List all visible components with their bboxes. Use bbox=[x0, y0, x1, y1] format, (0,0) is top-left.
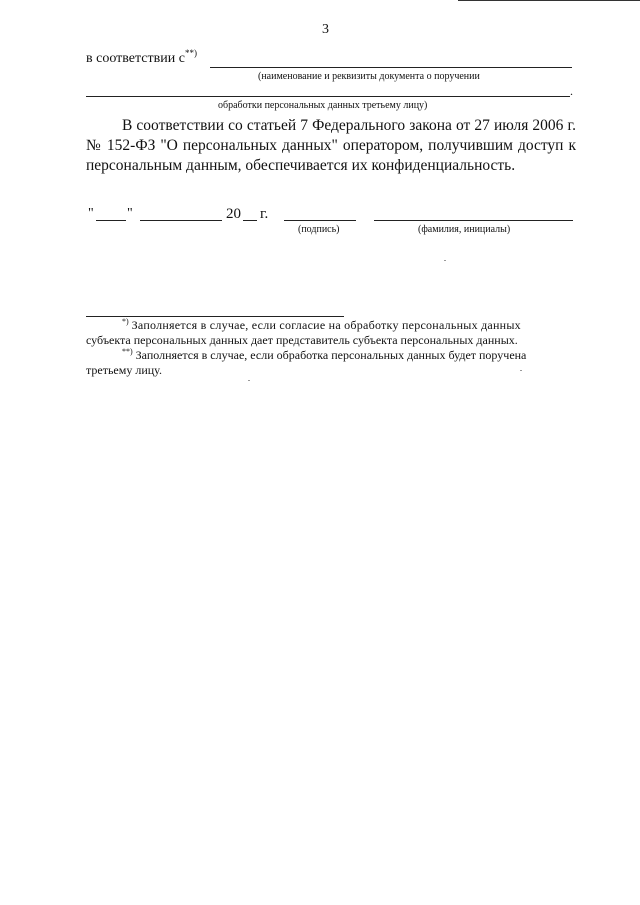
footnote-2-first-line bbox=[122, 348, 526, 364]
consent-basis-label bbox=[86, 48, 197, 67]
document-reference-field-continued[interactable] bbox=[86, 96, 570, 97]
document-reference-field[interactable] bbox=[210, 67, 572, 68]
footnote-2-text-line2: третьему лицу. bbox=[86, 363, 162, 377]
footnote-1-mark: *) bbox=[122, 317, 129, 326]
footnote-ref-2: **) bbox=[184, 48, 197, 58]
date-year-prefix: 20 bbox=[226, 206, 241, 222]
scan-speck bbox=[444, 260, 446, 261]
document-reference-caption-continued: обработки персональных данных третьему лицу) bbox=[218, 100, 428, 111]
footnote-2-mark: **) bbox=[122, 347, 133, 356]
document-reference-caption: (наименование и реквизиты документа о поручении bbox=[258, 71, 480, 82]
scan-speck bbox=[248, 380, 250, 381]
scan-speck bbox=[520, 370, 522, 371]
date-year-field[interactable] bbox=[243, 220, 257, 221]
footnote-1-text-line1: Заполняется в случае, если согласие на обработку персональных данных bbox=[131, 318, 521, 332]
date-day-field[interactable] bbox=[96, 220, 126, 221]
signature-field[interactable] bbox=[284, 220, 356, 221]
date-open-quote: " bbox=[88, 206, 94, 221]
date-year-suffix: г. bbox=[260, 206, 269, 222]
footnote-1-first-line bbox=[122, 318, 521, 334]
full-name-field[interactable] bbox=[374, 220, 573, 221]
line-end-period: . bbox=[570, 84, 573, 98]
date-close-quote: " bbox=[127, 206, 133, 221]
full-name-caption: (фамилия, инициалы) bbox=[418, 224, 511, 235]
page-number: 3 bbox=[322, 22, 329, 37]
top-border-line bbox=[458, 0, 640, 1]
footnote-2-text-line1: Заполняется в случае, если обработка персональных данных будет поручена bbox=[135, 348, 527, 362]
confidentiality-paragraph bbox=[86, 116, 576, 176]
signature-caption: (подпись) bbox=[298, 224, 340, 235]
consent-basis-prefix: в соответствии с bbox=[86, 51, 185, 66]
footnote-1-text-line2: субъекта персональных данных дает представитель субъекта персональных данных. bbox=[86, 333, 518, 347]
date-month-field[interactable] bbox=[140, 220, 222, 221]
confidentiality-text: В соответствии со статьей 7 Федерального закона от 27 июля 2006 г. № 152-ФЗ "О персональных данных" оператором, получившим доступ к персональным данным, обеспечивается их конфиденциальность. bbox=[86, 117, 576, 174]
